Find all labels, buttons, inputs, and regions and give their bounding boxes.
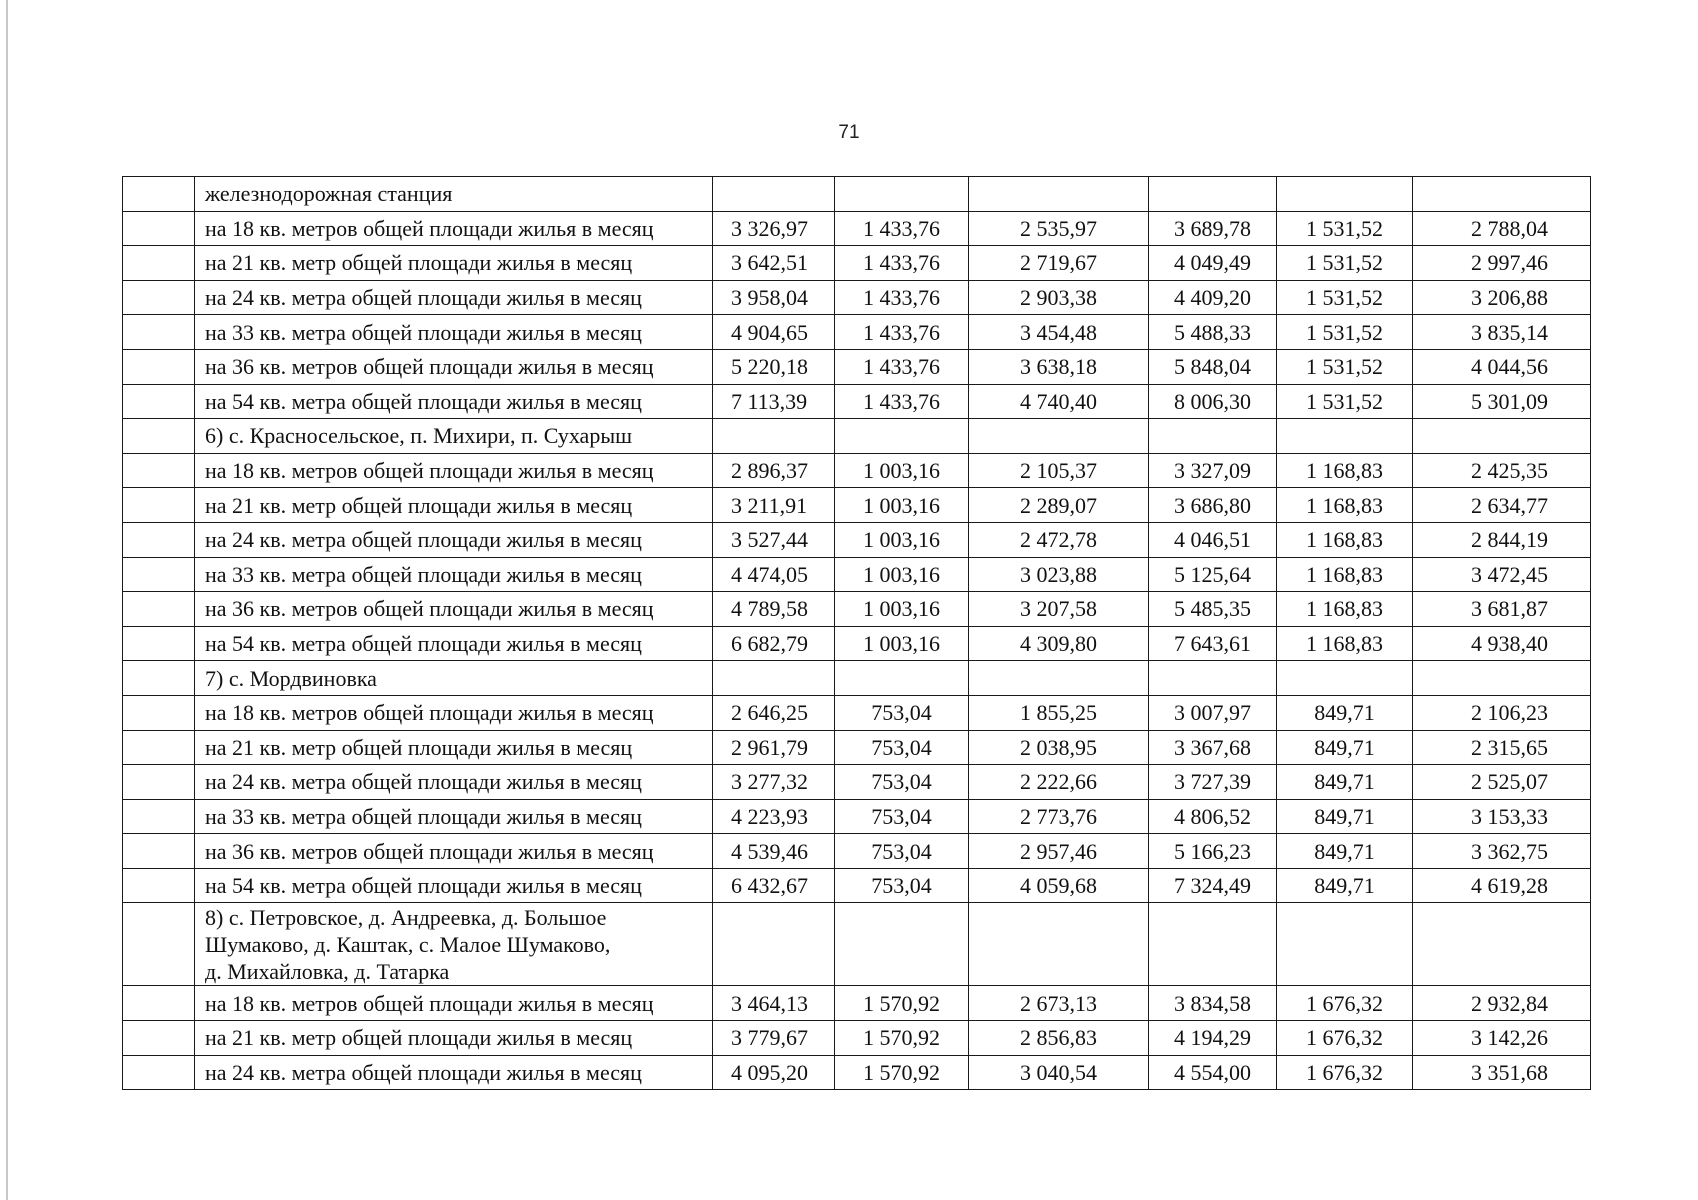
value-cell-col-4: 4 409,20: [1149, 280, 1277, 315]
value-cell-col-6: 3 681,87: [1413, 592, 1591, 627]
value-cell-col-6: 3 351,68: [1413, 1055, 1591, 1090]
row-label-cell: на 24 кв. метра общей площади жилья в месяц: [195, 280, 713, 315]
value-cell-col-5: 849,71: [1277, 695, 1413, 730]
value-cell-col-3: 4 059,68: [969, 868, 1149, 903]
value-cell-col-4: [1149, 903, 1277, 986]
value-cell-col-4: 4 554,00: [1149, 1055, 1277, 1090]
value-cell-col-2: 1 003,16: [835, 626, 969, 661]
value-cell-col-4: 5 125,64: [1149, 557, 1277, 592]
value-cell-col-5: 849,71: [1277, 799, 1413, 834]
table-row: [123, 453, 1591, 488]
value-cell-col-5: 1 531,52: [1277, 280, 1413, 315]
value-cell-col-3: 2 903,38: [969, 280, 1149, 315]
row-label-cell: на 36 кв. метров общей площади жилья в месяц: [195, 349, 713, 384]
row-number-cell: [123, 626, 195, 661]
value-cell-col-2: [835, 419, 969, 454]
row-label-cell: на 24 кв. метра общей площади жилья в месяц: [195, 1055, 713, 1090]
row-label-cell: на 18 кв. метров общей площади жилья в месяц: [195, 695, 713, 730]
value-cell-col-5: 1 531,52: [1277, 246, 1413, 281]
value-cell-col-2: 1 003,16: [835, 453, 969, 488]
value-cell-col-6: 2 932,84: [1413, 986, 1591, 1021]
row-number-cell: [123, 384, 195, 419]
value-cell-col-1: 2 896,37: [713, 453, 835, 488]
table-row: [123, 1055, 1591, 1090]
value-cell-col-2: 1 003,16: [835, 522, 969, 557]
value-cell-col-4: 4 049,49: [1149, 246, 1277, 281]
value-cell-col-1: 3 211,91: [713, 488, 835, 523]
table-group-row: [123, 661, 1591, 696]
row-number-cell: [123, 349, 195, 384]
value-cell-col-3: 3 040,54: [969, 1055, 1149, 1090]
value-cell-col-6: 2 997,46: [1413, 246, 1591, 281]
group-label-cell: 7) с. Мордвиновка: [195, 661, 713, 696]
row-number-cell: [123, 246, 195, 281]
value-cell-col-1: 2 961,79: [713, 730, 835, 765]
value-cell-col-6: 5 301,09: [1413, 384, 1591, 419]
value-cell-col-6: 4 044,56: [1413, 349, 1591, 384]
value-cell-col-5: 1 168,83: [1277, 592, 1413, 627]
value-cell-col-2: 1 433,76: [835, 349, 969, 384]
value-cell-col-1: 4 223,93: [713, 799, 835, 834]
value-cell-col-5: 1 676,32: [1277, 986, 1413, 1021]
value-cell-col-4: 3 007,97: [1149, 695, 1277, 730]
value-cell-col-3: 2 773,76: [969, 799, 1149, 834]
value-cell-col-5: [1277, 177, 1413, 212]
table-row: [123, 246, 1591, 281]
value-cell-col-4: 3 834,58: [1149, 986, 1277, 1021]
value-cell-col-4: [1149, 419, 1277, 454]
value-cell-col-4: 8 006,30: [1149, 384, 1277, 419]
table-row: [123, 695, 1591, 730]
row-number-cell: [123, 177, 195, 212]
table-row: [123, 592, 1591, 627]
value-cell-col-2: 1 003,16: [835, 488, 969, 523]
row-label-cell: на 18 кв. метров общей площади жилья в месяц: [195, 211, 713, 246]
value-cell-col-6: 2 634,77: [1413, 488, 1591, 523]
row-label-cell: на 54 кв. метра общей площади жилья в месяц: [195, 868, 713, 903]
value-cell-col-1: 6 682,79: [713, 626, 835, 661]
value-cell-col-4: 5 488,33: [1149, 315, 1277, 350]
value-cell-col-6: 2 844,19: [1413, 522, 1591, 557]
group-label-cell: [195, 903, 713, 986]
row-label-cell: на 36 кв. метров общей площади жилья в месяц: [195, 592, 713, 627]
value-cell-col-6: 4 619,28: [1413, 868, 1591, 903]
row-number-cell: [123, 986, 195, 1021]
value-cell-col-3: 2 222,66: [969, 765, 1149, 800]
value-cell-col-6: 3 362,75: [1413, 834, 1591, 869]
group-label-cell: 6) с. Красносельское, п. Михири, п. Сухарыш: [195, 419, 713, 454]
table-row: [123, 384, 1591, 419]
row-number-cell: [123, 765, 195, 800]
value-cell-col-2: 1 003,16: [835, 592, 969, 627]
value-cell-col-5: [1277, 661, 1413, 696]
table-row: [123, 626, 1591, 661]
value-cell-col-1: 3 326,97: [713, 211, 835, 246]
value-cell-col-6: 3 142,26: [1413, 1021, 1591, 1056]
value-cell-col-6: 2 106,23: [1413, 695, 1591, 730]
value-cell-col-4: 4 806,52: [1149, 799, 1277, 834]
value-cell-col-2: 753,04: [835, 695, 969, 730]
value-cell-col-6: 3 206,88: [1413, 280, 1591, 315]
row-number-cell: [123, 695, 195, 730]
row-number-cell: [123, 834, 195, 869]
value-cell-col-3: 3 023,88: [969, 557, 1149, 592]
row-label-cell: на 21 кв. метр общей площади жилья в месяц: [195, 488, 713, 523]
row-number-cell: [123, 661, 195, 696]
value-cell-col-5: 1 531,52: [1277, 384, 1413, 419]
group-label-line: д. Михайловка, д. Татарка: [205, 958, 450, 984]
table-row: [123, 799, 1591, 834]
value-cell-col-4: 4 194,29: [1149, 1021, 1277, 1056]
row-number-cell: [123, 211, 195, 246]
value-cell-col-3: 2 289,07: [969, 488, 1149, 523]
value-cell-col-5: [1277, 903, 1413, 986]
row-label-cell: на 54 кв. метра общей площади жилья в месяц: [195, 384, 713, 419]
row-label-cell: на 18 кв. метров общей площади жилья в месяц: [195, 986, 713, 1021]
value-cell-col-3: 3 207,58: [969, 592, 1149, 627]
value-cell-col-4: [1149, 661, 1277, 696]
value-cell-col-2: 1 570,92: [835, 1055, 969, 1090]
table-row: [123, 211, 1591, 246]
value-cell-col-5: 1 676,32: [1277, 1021, 1413, 1056]
value-cell-col-2: [835, 661, 969, 696]
value-cell-col-5: 1 168,83: [1277, 557, 1413, 592]
row-number-cell: [123, 1021, 195, 1056]
value-cell-col-4: 3 327,09: [1149, 453, 1277, 488]
row-label-cell: на 36 кв. метров общей площади жилья в месяц: [195, 834, 713, 869]
value-cell-col-1: 6 432,67: [713, 868, 835, 903]
value-cell-col-1: 4 539,46: [713, 834, 835, 869]
group-label-line: Шумаково, д. Каштак, с. Малое Шумаково,: [205, 931, 611, 957]
row-number-cell: [123, 280, 195, 315]
value-cell-col-5: 1 531,52: [1277, 349, 1413, 384]
row-number-cell: [123, 799, 195, 834]
value-cell-col-2: 1 433,76: [835, 211, 969, 246]
table-row: [123, 315, 1591, 350]
value-cell-col-2: 753,04: [835, 868, 969, 903]
table-row: [123, 280, 1591, 315]
table-row: [123, 834, 1591, 869]
value-cell-col-6: [1413, 903, 1591, 986]
value-cell-col-3: [969, 903, 1149, 986]
value-cell-col-1: 3 527,44: [713, 522, 835, 557]
value-cell-col-1: [713, 419, 835, 454]
page-number: 71: [838, 122, 860, 143]
row-number-cell: [123, 488, 195, 523]
value-cell-col-1: 4 789,58: [713, 592, 835, 627]
value-cell-col-3: 2 472,78: [969, 522, 1149, 557]
row-label-cell: на 24 кв. метра общей площади жилья в месяц: [195, 522, 713, 557]
value-cell-col-1: 3 958,04: [713, 280, 835, 315]
value-cell-col-3: 2 535,97: [969, 211, 1149, 246]
tariff-table: [122, 176, 1591, 1090]
value-cell-col-6: 2 315,65: [1413, 730, 1591, 765]
row-label-cell: на 21 кв. метр общей площади жилья в месяц: [195, 1021, 713, 1056]
value-cell-col-5: 849,71: [1277, 730, 1413, 765]
value-cell-col-2: 1 433,76: [835, 315, 969, 350]
value-cell-col-4: 3 686,80: [1149, 488, 1277, 523]
group-label-line: 8) с. Петровское, д. Андреевка, д. Большое: [205, 904, 607, 930]
value-cell-col-3: 1 855,25: [969, 695, 1149, 730]
value-cell-col-5: 1 676,32: [1277, 1055, 1413, 1090]
table-row: [123, 522, 1591, 557]
value-cell-col-5: 1 168,83: [1277, 488, 1413, 523]
value-cell-col-3: 2 038,95: [969, 730, 1149, 765]
value-cell-col-6: 3 472,45: [1413, 557, 1591, 592]
value-cell-col-2: 753,04: [835, 765, 969, 800]
row-label-cell: на 33 кв. метра общей площади жилья в месяц: [195, 799, 713, 834]
group-label-cell: железнодорожная станция: [195, 177, 713, 212]
value-cell-col-4: [1149, 177, 1277, 212]
value-cell-col-4: 7 643,61: [1149, 626, 1277, 661]
value-cell-col-3: [969, 419, 1149, 454]
value-cell-col-2: [835, 903, 969, 986]
value-cell-col-3: 2 719,67: [969, 246, 1149, 281]
value-cell-col-1: 7 113,39: [713, 384, 835, 419]
value-cell-col-3: 3 638,18: [969, 349, 1149, 384]
row-label-cell: на 21 кв. метр общей площади жилья в месяц: [195, 730, 713, 765]
value-cell-col-3: [969, 661, 1149, 696]
value-cell-col-4: 4 046,51: [1149, 522, 1277, 557]
row-number-cell: [123, 453, 195, 488]
value-cell-col-4: 5 848,04: [1149, 349, 1277, 384]
value-cell-col-5: 849,71: [1277, 834, 1413, 869]
row-number-cell: [123, 903, 195, 986]
value-cell-col-4: 5 166,23: [1149, 834, 1277, 869]
value-cell-col-1: [713, 903, 835, 986]
value-cell-col-6: 3 835,14: [1413, 315, 1591, 350]
value-cell-col-4: 5 485,35: [1149, 592, 1277, 627]
value-cell-col-1: 3 779,67: [713, 1021, 835, 1056]
table-row: [123, 868, 1591, 903]
value-cell-col-2: 1 570,92: [835, 986, 969, 1021]
value-cell-col-3: [969, 177, 1149, 212]
row-label-cell: на 33 кв. метра общей площади жилья в месяц: [195, 315, 713, 350]
value-cell-col-1: 3 642,51: [713, 246, 835, 281]
row-number-cell: [123, 730, 195, 765]
value-cell-col-1: 2 646,25: [713, 695, 835, 730]
value-cell-col-5: 1 531,52: [1277, 211, 1413, 246]
value-cell-col-2: 1 433,76: [835, 384, 969, 419]
value-cell-col-3: 4 309,80: [969, 626, 1149, 661]
tariff-table-body: [123, 177, 1591, 1090]
value-cell-col-3: 2 105,37: [969, 453, 1149, 488]
value-cell-col-5: 849,71: [1277, 765, 1413, 800]
table-row: [123, 557, 1591, 592]
table-group-row: [123, 177, 1591, 212]
value-cell-col-3: 3 454,48: [969, 315, 1149, 350]
value-cell-col-6: 2 425,35: [1413, 453, 1591, 488]
row-label-cell: на 54 кв. метра общей площади жилья в месяц: [195, 626, 713, 661]
table-row: [123, 986, 1591, 1021]
table-row: [123, 349, 1591, 384]
value-cell-col-3: 4 740,40: [969, 384, 1149, 419]
value-cell-col-2: 753,04: [835, 799, 969, 834]
row-label-cell: на 33 кв. метра общей площади жилья в месяц: [195, 557, 713, 592]
value-cell-col-1: [713, 177, 835, 212]
value-cell-col-5: 1 168,83: [1277, 522, 1413, 557]
row-number-cell: [123, 557, 195, 592]
row-number-cell: [123, 1055, 195, 1090]
value-cell-col-5: 1 531,52: [1277, 315, 1413, 350]
value-cell-col-6: [1413, 419, 1591, 454]
value-cell-col-3: 2 856,83: [969, 1021, 1149, 1056]
row-number-cell: [123, 522, 195, 557]
value-cell-col-1: [713, 661, 835, 696]
table-group-row: [123, 419, 1591, 454]
value-cell-col-4: 3 367,68: [1149, 730, 1277, 765]
row-number-cell: [123, 592, 195, 627]
row-label-cell: на 18 кв. метров общей площади жилья в месяц: [195, 453, 713, 488]
table-group-row: [123, 903, 1591, 986]
table-row: [123, 1021, 1591, 1056]
scan-edge-line: [6, 0, 8, 1200]
value-cell-col-4: 7 324,49: [1149, 868, 1277, 903]
value-cell-col-6: [1413, 661, 1591, 696]
value-cell-col-4: 3 689,78: [1149, 211, 1277, 246]
value-cell-col-3: 2 673,13: [969, 986, 1149, 1021]
row-label-cell: на 24 кв. метра общей площади жилья в месяц: [195, 765, 713, 800]
row-number-cell: [123, 868, 195, 903]
value-cell-col-2: 1 003,16: [835, 557, 969, 592]
value-cell-col-6: 2 525,07: [1413, 765, 1591, 800]
value-cell-col-6: [1413, 177, 1591, 212]
value-cell-col-2: 1 570,92: [835, 1021, 969, 1056]
value-cell-col-5: 1 168,83: [1277, 453, 1413, 488]
value-cell-col-3: 2 957,46: [969, 834, 1149, 869]
value-cell-col-2: 1 433,76: [835, 280, 969, 315]
row-label-cell: на 21 кв. метр общей площади жилья в месяц: [195, 246, 713, 281]
table-row: [123, 488, 1591, 523]
value-cell-col-1: 4 095,20: [713, 1055, 835, 1090]
table-row: [123, 730, 1591, 765]
value-cell-col-1: 3 464,13: [713, 986, 835, 1021]
value-cell-col-4: 3 727,39: [1149, 765, 1277, 800]
value-cell-col-6: 2 788,04: [1413, 211, 1591, 246]
row-number-cell: [123, 315, 195, 350]
value-cell-col-2: 753,04: [835, 730, 969, 765]
value-cell-col-6: 4 938,40: [1413, 626, 1591, 661]
value-cell-col-5: 849,71: [1277, 868, 1413, 903]
value-cell-col-6: 3 153,33: [1413, 799, 1591, 834]
value-cell-col-2: 1 433,76: [835, 246, 969, 281]
table-row: [123, 765, 1591, 800]
value-cell-col-1: 5 220,18: [713, 349, 835, 384]
value-cell-col-1: 3 277,32: [713, 765, 835, 800]
value-cell-col-2: 753,04: [835, 834, 969, 869]
value-cell-col-1: 4 474,05: [713, 557, 835, 592]
row-number-cell: [123, 419, 195, 454]
value-cell-col-5: 1 168,83: [1277, 626, 1413, 661]
value-cell-col-5: [1277, 419, 1413, 454]
value-cell-col-1: 4 904,65: [713, 315, 835, 350]
value-cell-col-2: [835, 177, 969, 212]
